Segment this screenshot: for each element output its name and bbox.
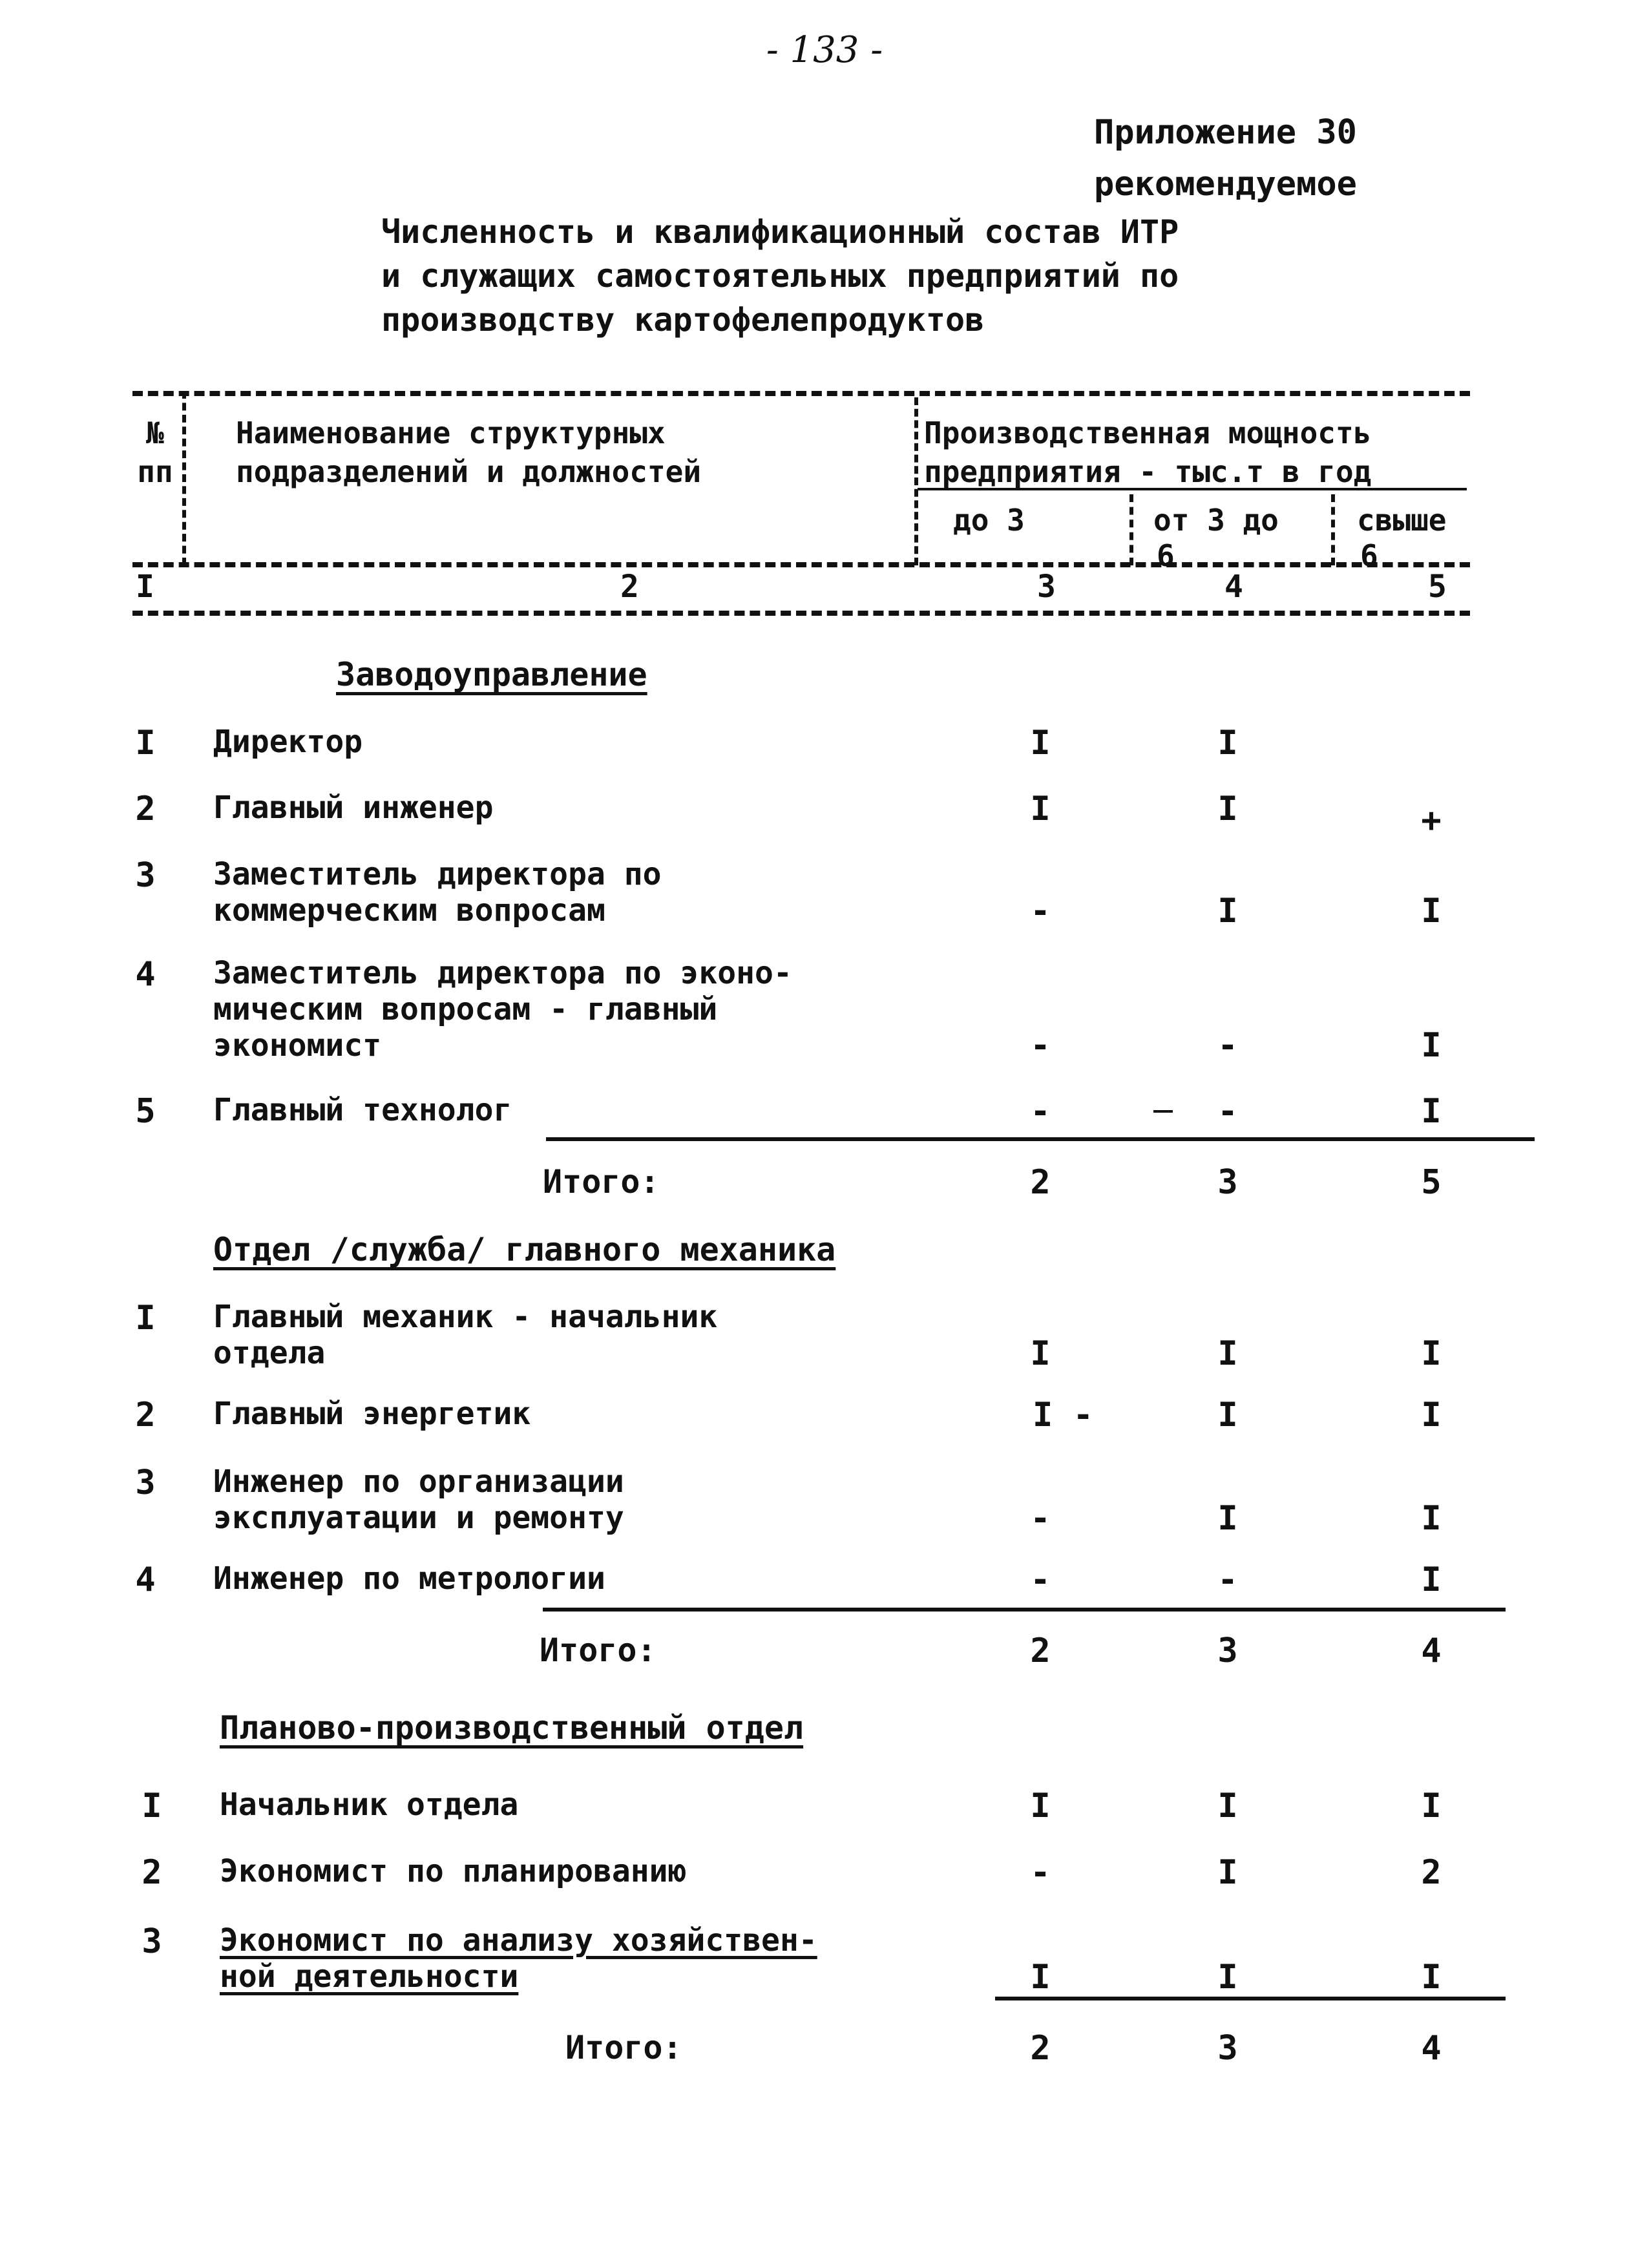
value-cell: I	[1421, 1334, 1442, 1373]
value-cell: I	[1421, 1787, 1442, 1825]
header-bottom-rule	[132, 611, 1470, 616]
row-number: 3	[135, 1464, 156, 1502]
header-group-2: предприятия - тыс.т в год	[924, 454, 1372, 489]
value-cell: I	[1421, 892, 1442, 930]
row-name: Инженер по организации эксплуатации и ремонту	[213, 1464, 624, 1536]
value-cell: -	[1217, 1560, 1238, 1599]
row-number: I	[142, 1787, 162, 1825]
subtotal-rule	[546, 1137, 1535, 1141]
value-cell: I	[1030, 724, 1051, 762]
value-cell: I	[1217, 1396, 1238, 1434]
row-name: Главный энергетик	[213, 1396, 531, 1432]
header-sub-3-line2: 6	[1360, 538, 1378, 573]
value-cell: I	[1217, 724, 1238, 762]
value-cell: I	[1217, 1853, 1238, 1892]
row-number: 2	[135, 1396, 156, 1434]
value-cell: 2	[1421, 1853, 1442, 1892]
total-value: 3	[1217, 2029, 1238, 2068]
colnum-3: 3	[1037, 569, 1056, 605]
value-cell: I	[1421, 1560, 1442, 1599]
header-divider-1	[182, 391, 186, 565]
header-sub-1: до 3	[953, 503, 1025, 538]
value-cell: I	[1030, 790, 1051, 828]
total-label: Итого:	[543, 1163, 660, 1201]
total-label: Итого:	[540, 1632, 656, 1669]
header-col-name-1: Наименование структурных	[236, 415, 666, 450]
stray-dash	[1153, 1110, 1173, 1113]
header-sub-3-line1: свыше	[1357, 503, 1447, 538]
value-cell: I	[1421, 1958, 1442, 1997]
total-label: Итого:	[565, 2029, 682, 2066]
value-cell: I	[1030, 1958, 1051, 1997]
value-cell: I	[1030, 1334, 1051, 1373]
row-name: Главный технолог	[213, 1092, 512, 1128]
value-cell: I	[1217, 1334, 1238, 1373]
title-line-1: Численность и квалификационный состав ИТР	[381, 213, 1179, 251]
total-value: 3	[1217, 1163, 1238, 1202]
subtotal-rule	[995, 1997, 1506, 2000]
value-cell: -	[1030, 1853, 1051, 1892]
value-cell: -	[1030, 1026, 1051, 1065]
annex-status: рекомендуемое	[1094, 165, 1357, 204]
row-name: Заместитель директора по эконо- мическим вопросам - главный экономист	[213, 955, 792, 1064]
total-value: 3	[1217, 1632, 1238, 1670]
value-cell: +	[1421, 801, 1442, 840]
row-number: 3	[135, 856, 156, 895]
value-cell: I	[1217, 1499, 1238, 1538]
value-cell: I	[1217, 1787, 1238, 1825]
header-divider-4	[1331, 494, 1335, 565]
header-sub-2-line1: от 3 до	[1153, 503, 1279, 538]
colnum-5: 5	[1428, 569, 1447, 605]
annex-label: Приложение 30	[1094, 113, 1357, 152]
value-cell: -	[1030, 1560, 1051, 1599]
header-top-rule	[132, 391, 1470, 396]
total-value: 2	[1030, 1632, 1051, 1670]
row-name: Директор	[213, 724, 363, 760]
header-col-name-2: подразделений и должностей	[236, 454, 702, 489]
row-number: 5	[135, 1092, 156, 1131]
colnum-1: I	[136, 569, 154, 605]
row-name: Заместитель директора по коммерческим вопросам	[213, 856, 662, 929]
document-title	[381, 210, 1350, 342]
value-cell: -	[1030, 1092, 1051, 1131]
colnum-2: 2	[620, 569, 639, 605]
colnum-4: 4	[1224, 569, 1243, 605]
row-name: Экономист по планированию	[220, 1853, 687, 1889]
value-cell: I	[1217, 790, 1238, 828]
header-sub-2-line2: 6	[1157, 538, 1175, 573]
value-cell: I	[1217, 1958, 1238, 1997]
total-value: 5	[1421, 1163, 1442, 1202]
value-cell: I	[1421, 1499, 1442, 1538]
section-title: Планово-производственный отдел	[220, 1709, 804, 1747]
value-cell: I	[1217, 892, 1238, 930]
value-cell: I	[1421, 1026, 1442, 1065]
total-value: 4	[1421, 2029, 1442, 2068]
value-cell: I	[1421, 1092, 1442, 1131]
value-cell: I	[1421, 1396, 1442, 1434]
row-number: I	[135, 1299, 156, 1338]
row-number: 2	[142, 1853, 162, 1892]
total-value: 4	[1421, 1632, 1442, 1670]
row-name: Главный механик - начальник отдела	[213, 1299, 718, 1371]
page-number: - 133 -	[766, 29, 883, 71]
value-cell: I	[1030, 1787, 1051, 1825]
title-line-2: и служащих самостоятельных предприятий по	[381, 257, 1179, 295]
row-name: Инженер по метрологии	[213, 1560, 605, 1597]
row-number: 4	[135, 955, 156, 994]
title-line-3: производству картофелепродуктов	[381, 301, 985, 339]
value-cell: -	[1217, 1026, 1238, 1065]
header-divider-3	[1129, 494, 1133, 565]
header-group-1: Производственная мощность	[924, 415, 1372, 450]
value-cell: I -	[1033, 1396, 1093, 1434]
subtotal-rule	[543, 1608, 1506, 1612]
total-value: 2	[1030, 1163, 1051, 1202]
row-number: 3	[142, 1922, 162, 1961]
section-title: Заводоуправление	[336, 656, 647, 693]
row-number: 2	[135, 790, 156, 828]
section-title: Отдел /служба/ главного механика	[213, 1231, 836, 1268]
row-number: I	[135, 724, 156, 762]
header-mid-rule	[132, 562, 1470, 567]
header-col-number: № пп	[137, 415, 173, 489]
total-value: 2	[1030, 2029, 1051, 2068]
value-cell: -	[1030, 1499, 1051, 1538]
row-name: Главный инженер	[213, 790, 494, 826]
header-divider-2	[914, 397, 918, 565]
row-number: 4	[135, 1560, 156, 1599]
value-cell: -	[1030, 892, 1051, 930]
value-cell: -	[1217, 1092, 1238, 1131]
row-name: Экономист по анализу хозяйствен- ной деятельности	[220, 1922, 817, 1995]
row-name: Начальник отдела	[220, 1787, 519, 1823]
